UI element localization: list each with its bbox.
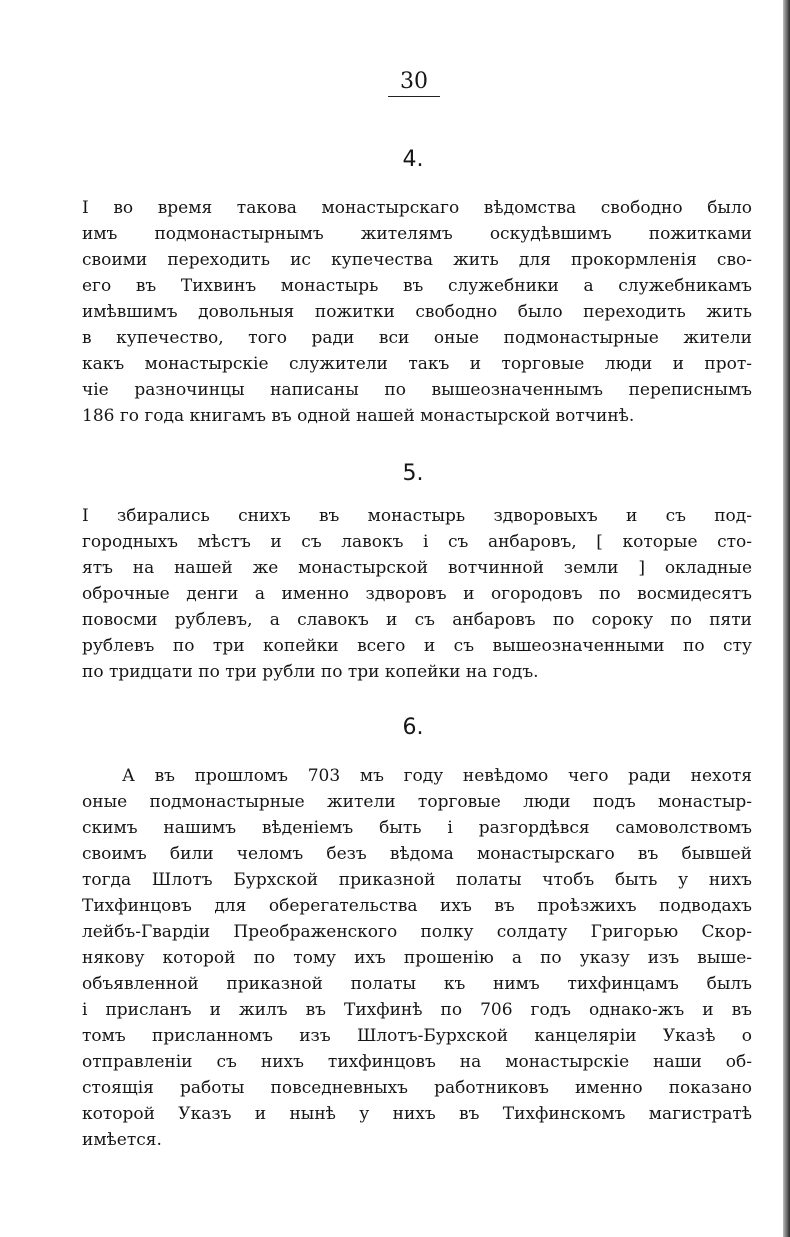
paragraph-line: някову которой по тому ихъ прошенію а по указу изъ выше- <box>82 948 752 968</box>
paragraph-line: рублевъ по три копейки всего и съ вышеозначенными по сту <box>82 636 752 656</box>
page-number-underline <box>388 96 440 97</box>
paragraph-line: имъ подмонастырнымъ жителямъ оскудѣвшимъ пожитками <box>82 224 752 244</box>
section-heading-6: 6. <box>402 715 424 740</box>
paragraph-line: А въ прошломъ 703 мъ году невѣдомо чего ради нехотя <box>122 766 752 786</box>
book-spine-edge <box>783 0 790 1237</box>
paragraph-line: скимъ нашимъ вѣденіемъ быть і разгордѣвся самоволствомъ <box>82 818 752 838</box>
paragraph-line: оные подмонастырные жители торговые люди подъ монастыр- <box>82 792 752 812</box>
section-heading-4: 4. <box>402 147 424 172</box>
paragraph-line: 186 го года книгамъ въ одной нашей монастырской вотчинѣ. <box>82 406 635 426</box>
section-5-paragraph <box>82 503 752 685</box>
paragraph-line: своимъ били челомъ безъ вѣдома монастырскаго въ бывшей <box>82 844 752 864</box>
section-6-paragraph <box>82 763 752 1153</box>
paragraph-line: какъ монастырскіе служители такъ и торговые люди и прот- <box>82 354 752 374</box>
paragraph-line: Тихфинцовъ для оберегательства ихъ въ проѣзжихъ подводахъ <box>82 896 752 916</box>
paragraph-line: і присланъ и жилъ въ Тихфинѣ по 706 годъ однако-жъ и въ <box>82 1000 752 1020</box>
paragraph-line: чіе разночинцы написаны по вышеозначеннымъ переписнымъ <box>82 380 752 400</box>
paragraph-line: Ӏ во время такова монастырскаго вѣдомства свободно было <box>82 198 752 218</box>
paragraph-line: которой Указъ и нынѣ у нихъ въ Тихфинскомъ магистратѣ <box>82 1104 752 1124</box>
paragraph-line: объявленной приказной полаты къ нимъ тихфинцамъ былъ <box>82 974 752 994</box>
paragraph-line: оброчные денги а именно здворовъ и огородовъ по восмидесятъ <box>82 584 752 604</box>
paragraph-line: имѣется. <box>82 1130 162 1150</box>
paragraph-line: имѣвшимъ довольныя пожитки свободно было переходить жить <box>82 302 752 322</box>
paragraph-line: томъ присланномъ изъ Шлотъ-Бурхской канцеляріи Указѣ о <box>82 1026 752 1046</box>
paragraph-line: повосми рублевъ, а славокъ и съ анбаровъ по сороку по пяти <box>82 610 752 630</box>
paragraph-line: лейбъ-Гвардіи Преображенского полку солдату Григорью Скор- <box>82 922 752 942</box>
paragraph-line: в купечество, того ради вси оные подмонастырные жители <box>82 328 752 348</box>
paragraph-line: тогда Шлотъ Бурхской приказной полаты чтобъ быть у нихъ <box>82 870 752 890</box>
paragraph-line: отправленіи съ нихъ тихфинцовъ на монастырскіе наши об- <box>82 1052 752 1072</box>
section-heading-5: 5. <box>402 461 424 486</box>
paragraph-line: своими переходить ис купечества жить для прокормленія сво- <box>82 250 752 270</box>
section-4-paragraph <box>82 195 752 429</box>
page-number: 30 <box>400 69 428 94</box>
paragraph-line: ятъ на нашей же монастырской вотчинной земли ] окладные <box>82 558 752 578</box>
paragraph-line: по тридцати по три рубли по три копейки на годъ. <box>82 662 539 682</box>
paragraph-line: его въ Тихвинъ монастырь въ служебники а служебникамъ <box>82 276 752 296</box>
paragraph-line: Ӏ збирались снихъ въ монастырь здворовыхъ и съ под- <box>82 506 752 526</box>
paragraph-line: стоящія работы повседневныхъ работниковъ именно показано <box>82 1078 752 1098</box>
paragraph-line: городныхъ мѣстъ и съ лавокъ і съ анбаровъ, [ которые сто- <box>82 532 752 552</box>
